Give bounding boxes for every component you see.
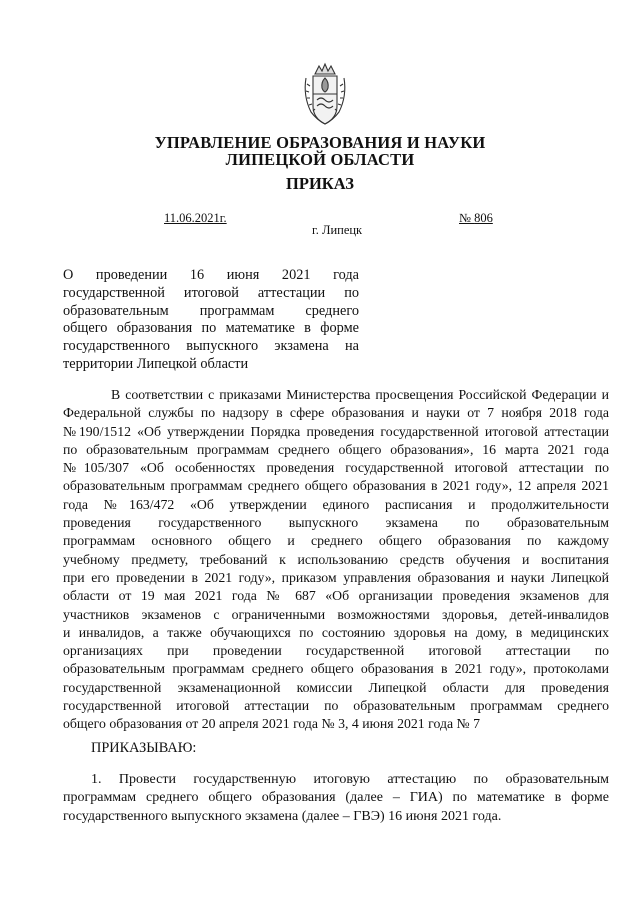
preamble-paragraph bbox=[63, 386, 609, 734]
subject-line: государственного выпускного экзамена на bbox=[63, 338, 359, 355]
item-line: 1. Провести государственную итоговую аттестацию по образовательным bbox=[91, 772, 609, 787]
body-line: образовательным программам среднего общего образования в 2021 году», 12 апреля 2021 bbox=[63, 478, 609, 494]
coat-of-arms-icon bbox=[301, 60, 349, 128]
item-line: программам среднего общего образования (далее – ГИА) по математике в форме bbox=[63, 790, 609, 806]
body-line: при его проведении в 2021 году», приказом управления образования и науки Липецкой bbox=[63, 569, 609, 585]
number-value: 806 bbox=[474, 211, 493, 225]
body-line: участников экзаменов с ограниченными возможностями здоровья, детей-инвалидов bbox=[63, 606, 609, 622]
body-line: года №163/472 «Об утверждении единого расписания и продолжительности bbox=[63, 496, 609, 512]
document-type: ПРИКАЗ bbox=[286, 174, 354, 193]
document-subject bbox=[63, 267, 359, 374]
document-date: 11.06.2021г. bbox=[164, 211, 227, 225]
body-line: программам основного общего и среднего общего образования по каждому bbox=[63, 533, 609, 549]
body-line: общего образования от 20 апреля 2021 года № 3, 4 июня 2021 года № 7 bbox=[63, 716, 481, 732]
body-line: проведения государственного выпускного экзамена по образовательным bbox=[63, 515, 609, 531]
body-line: государственной экзаменационной комиссии Липецкой области для проведения bbox=[63, 679, 609, 695]
organization-name-line1: УПРАВЛЕНИЕ ОБРАЗОВАНИЯ И НАУКИ bbox=[154, 133, 486, 152]
body-line: государственной итоговой аттестации по образовательным программам среднего bbox=[63, 698, 609, 714]
order-word: ПРИКАЗЫВАЮ: bbox=[91, 740, 197, 756]
body-line: Федеральной службы по надзору в сфере образования и науки от 7 ноября 2018 года bbox=[63, 405, 609, 421]
body-line: области от 19 мая 2021 года № 687 «Об организации проведения экзаменов для bbox=[63, 588, 609, 604]
body-line: организациях при проведении государственной итоговой аттестации по bbox=[63, 643, 609, 659]
organization-name-line2: ЛИПЕЦКОЙ ОБЛАСТИ bbox=[225, 150, 415, 169]
subject-line: О проведении 16 июня 2021 года bbox=[63, 267, 359, 283]
body-line: по образовательным программам среднего общего образования», 16 марта 2021 года bbox=[63, 441, 609, 457]
body-line: №105/307 «Об особенностях проведения государственной итоговой аттестации по bbox=[63, 460, 609, 476]
number-prefix: № bbox=[459, 211, 475, 225]
body-line: и инвалидов, а также обучающихся по состоянию здоровья на дому, в медицинских bbox=[63, 624, 609, 640]
body-line: учебному предмету, требований к использованию средств обучения и воспитания bbox=[63, 551, 609, 567]
subject-line: территории Липецкой области bbox=[63, 355, 249, 372]
body-line: №190/1512 «Об утверждении Порядка проведения государственной итоговой аттестации bbox=[63, 423, 609, 439]
subject-line: общего образования по математике в форме bbox=[63, 320, 359, 337]
subject-line: образовательным программам среднего bbox=[63, 302, 359, 319]
order-item-1 bbox=[63, 771, 609, 826]
body-line: образовательным программам среднего общего образования в 2021 году», протоколами bbox=[63, 661, 609, 677]
item-line: государственного выпускного экзамена (далее – ГВЭ) 16 июня 2021 года. bbox=[63, 808, 502, 824]
body-line: В соответствии с приказами Министерства просвещения Российской Федерации и bbox=[111, 387, 609, 402]
document-number bbox=[459, 211, 493, 226]
subject-line: государственной итоговой аттестации по bbox=[63, 284, 359, 301]
document-city: г. Липецк bbox=[312, 223, 363, 237]
